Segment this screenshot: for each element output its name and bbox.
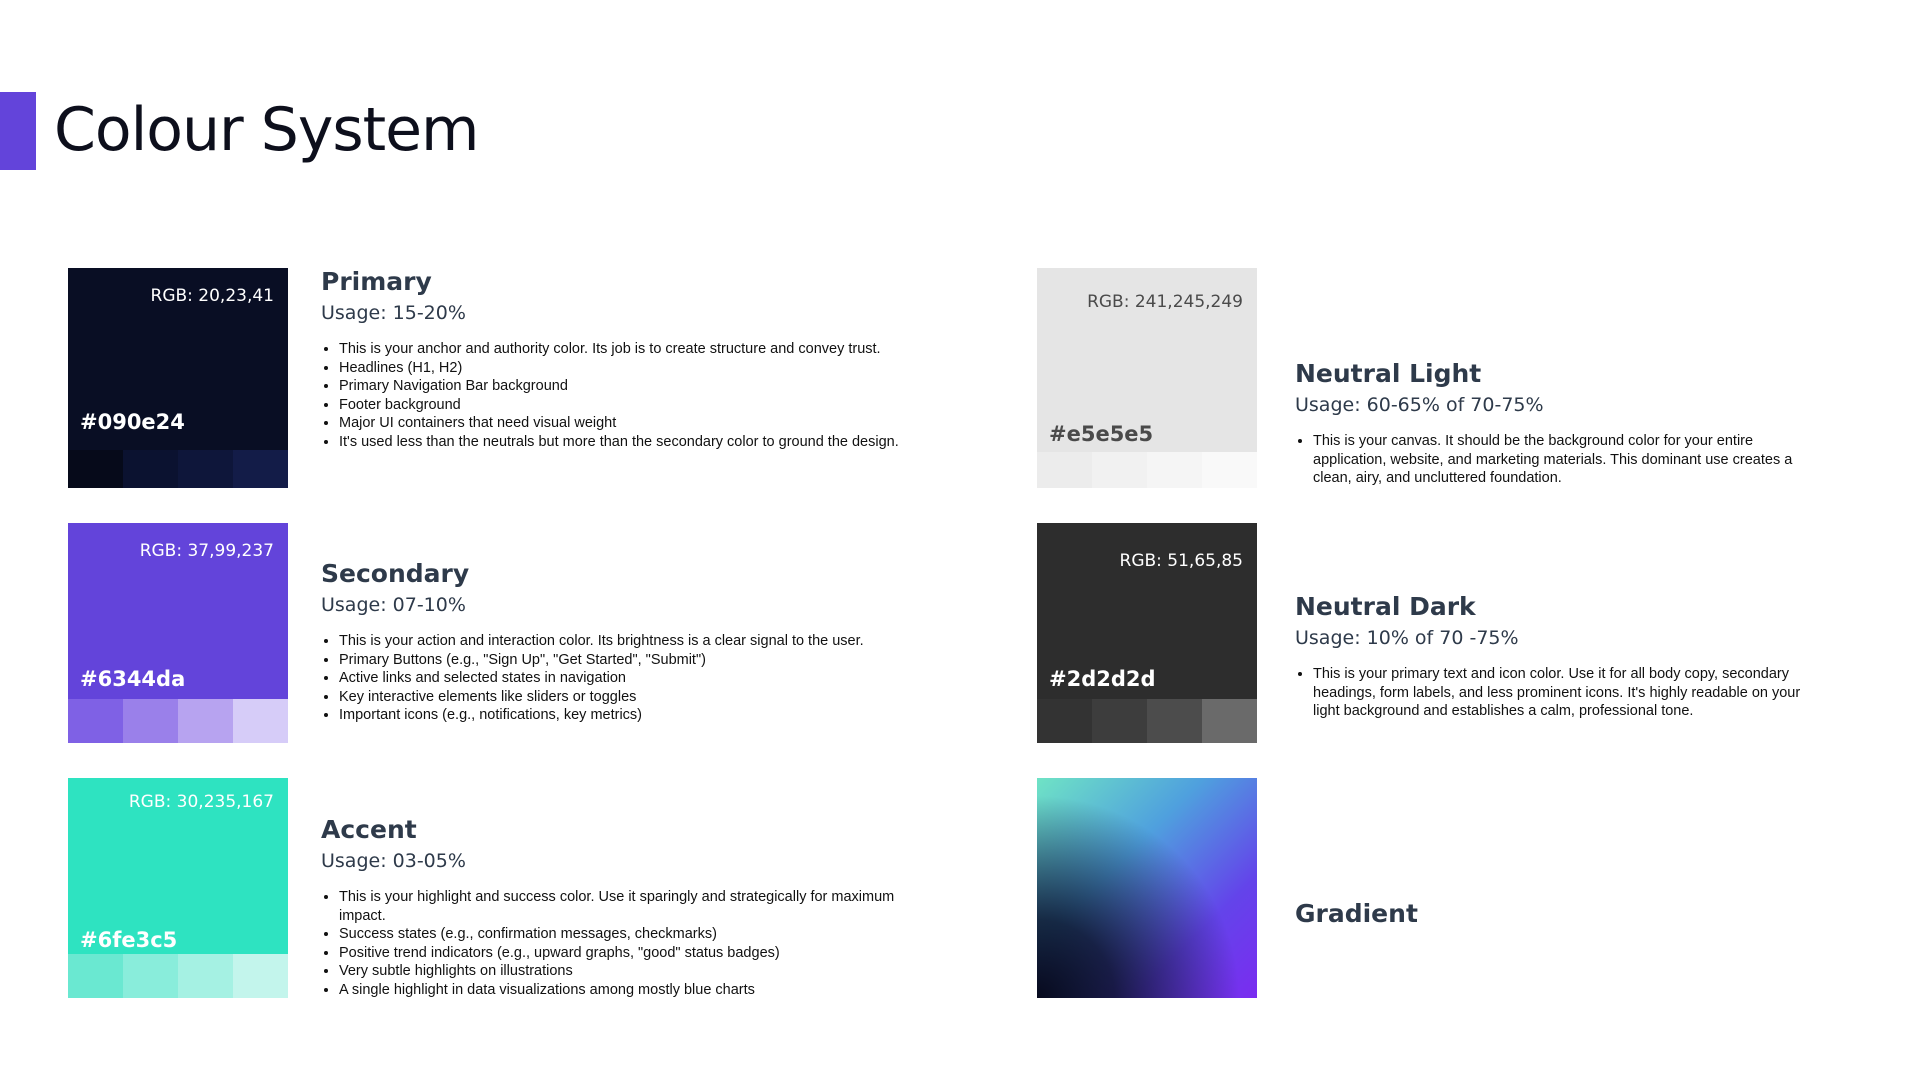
- secondary-tint-3: [178, 699, 233, 743]
- neutral-dark-rgb-label: RGB: 51,65,85: [1119, 551, 1243, 571]
- neutral-light-tint-4: [1202, 452, 1257, 488]
- neutral-dark-swatch-card: [1037, 523, 1257, 743]
- primary-bullet-list: [321, 340, 911, 451]
- primary-rgb-label: RGB: 20,23,41: [150, 286, 274, 306]
- primary-usage: Usage: 15-20%: [321, 302, 466, 324]
- neutral-dark-bullet-list: [1295, 665, 1805, 721]
- neutral-light-usage: Usage: 60-65% of 70-75%: [1295, 394, 1544, 416]
- primary-bullet: • This is your anchor and authority color. Its job is to create structure and convey trust.: [339, 340, 911, 359]
- primary-info: [321, 266, 911, 451]
- accent-tint-2: [123, 954, 178, 998]
- accent-heading: Accent: [321, 815, 417, 844]
- neutral-light-info: [1295, 358, 1805, 488]
- primary-hex-label: #090e24: [80, 410, 185, 434]
- accent-bullet: • A single highlight in data visualizations among mostly blue charts: [339, 981, 911, 1000]
- secondary-tint-4: [233, 699, 288, 743]
- neutral-dark-tint-1: [1037, 699, 1092, 743]
- neutral-dark-bullet: • This is your primary text and icon color. Use it for all body copy, secondary headings, form labels, and less prominent icons. It's highly readable on your light background and establishes a calm, professional tone.: [1313, 665, 1805, 721]
- secondary-tint-strip: [68, 699, 288, 743]
- accent-tint-strip: [68, 954, 288, 998]
- secondary-bullet: • Active links and selected states in navigation: [339, 669, 911, 688]
- secondary-heading: Secondary: [321, 559, 470, 588]
- accent-bullet: • Very subtle highlights on illustrations: [339, 962, 911, 981]
- primary-bullet: • Footer background: [339, 396, 911, 415]
- primary-bullet: • It's used less than the neutrals but more than the secondary color to ground the design.: [339, 433, 911, 452]
- primary-tint-2: [123, 450, 178, 488]
- gradient-swatch-card: [1037, 778, 1257, 998]
- primary-tint-4: [233, 450, 288, 488]
- neutral-light-tint-3: [1147, 452, 1202, 488]
- primary-bullet: • Headlines (H1, H2): [339, 359, 911, 378]
- accent-usage: Usage: 03-05%: [321, 850, 466, 872]
- accent-tint-4: [233, 954, 288, 998]
- neutral-light-rgb-label: RGB: 241,245,249: [1087, 292, 1243, 312]
- primary-swatch-card: [68, 268, 288, 488]
- secondary-bullet: • This is your action and interaction color. Its brightness is a clear signal to the user.: [339, 632, 911, 651]
- accent-tint-3: [178, 954, 233, 998]
- neutral-dark-tint-2: [1092, 699, 1147, 743]
- neutral-light-hex-label: #e5e5e5: [1049, 422, 1154, 446]
- primary-tint-3: [178, 450, 233, 488]
- neutral-light-tint-strip: [1037, 452, 1257, 488]
- neutral-dark-tint-4: [1202, 699, 1257, 743]
- primary-bullet: • Primary Navigation Bar background: [339, 377, 911, 396]
- secondary-tint-1: [68, 699, 123, 743]
- secondary-swatch-card: [68, 523, 288, 743]
- accent-tint-1: [68, 954, 123, 998]
- secondary-rgb-label: RGB: 37,99,237: [139, 541, 274, 561]
- accent-bullet: • Positive trend indicators (e.g., upward graphs, "good" status badges): [339, 944, 911, 963]
- secondary-info: [321, 558, 911, 725]
- neutral-light-bullet-list: [1295, 432, 1805, 488]
- neutral-light-swatch-card: [1037, 268, 1257, 488]
- title-accent-bar: [0, 92, 36, 170]
- neutral-dark-hex-label: #2d2d2d: [1049, 667, 1156, 691]
- neutral-dark-tint-3: [1147, 699, 1202, 743]
- neutral-light-heading: Neutral Light: [1295, 359, 1482, 388]
- neutral-dark-tint-strip: [1037, 699, 1257, 743]
- neutral-dark-heading: Neutral Dark: [1295, 592, 1476, 621]
- accent-rgb-label: RGB: 30,235,167: [128, 792, 274, 812]
- gradient-heading: Gradient: [1295, 899, 1418, 928]
- secondary-bullet: • Primary Buttons (e.g., "Sign Up", "Get Started", "Submit"): [339, 651, 911, 670]
- neutral-light-tint-2: [1092, 452, 1147, 488]
- neutral-light-bullet: • This is your canvas. It should be the background color for your entire application, website, and marketing materials. This dominant use creates a clean, airy, and uncluttered foundation.: [1313, 432, 1805, 488]
- gradient-info: [1295, 898, 1695, 930]
- page-title: Colour System: [54, 95, 479, 165]
- secondary-hex-label: #6344da: [80, 667, 186, 691]
- secondary-bullet: • Key interactive elements like sliders or toggles: [339, 688, 911, 707]
- neutral-light-tint-1: [1037, 452, 1092, 488]
- secondary-bullet: • Important icons (e.g., notifications, key metrics): [339, 706, 911, 725]
- accent-swatch-card: [68, 778, 288, 998]
- accent-hex-label: #6fe3c5: [80, 928, 178, 952]
- neutral-dark-usage: Usage: 10% of 70 -75%: [1295, 627, 1519, 649]
- primary-heading: Primary: [321, 267, 432, 296]
- primary-tint-strip: [68, 450, 288, 488]
- neutral-dark-info: [1295, 591, 1805, 721]
- secondary-usage: Usage: 07-10%: [321, 594, 466, 616]
- secondary-bullet-list: [321, 632, 911, 725]
- accent-bullet-list: [321, 888, 911, 999]
- accent-info: [321, 814, 911, 999]
- accent-bullet: • Success states (e.g., confirmation messages, checkmarks): [339, 925, 911, 944]
- accent-bullet: • This is your highlight and success color. Use it sparingly and strategically for maximum impact.: [339, 888, 911, 925]
- primary-bullet: • Major UI containers that need visual weight: [339, 414, 911, 433]
- secondary-tint-2: [123, 699, 178, 743]
- primary-tint-1: [68, 450, 123, 488]
